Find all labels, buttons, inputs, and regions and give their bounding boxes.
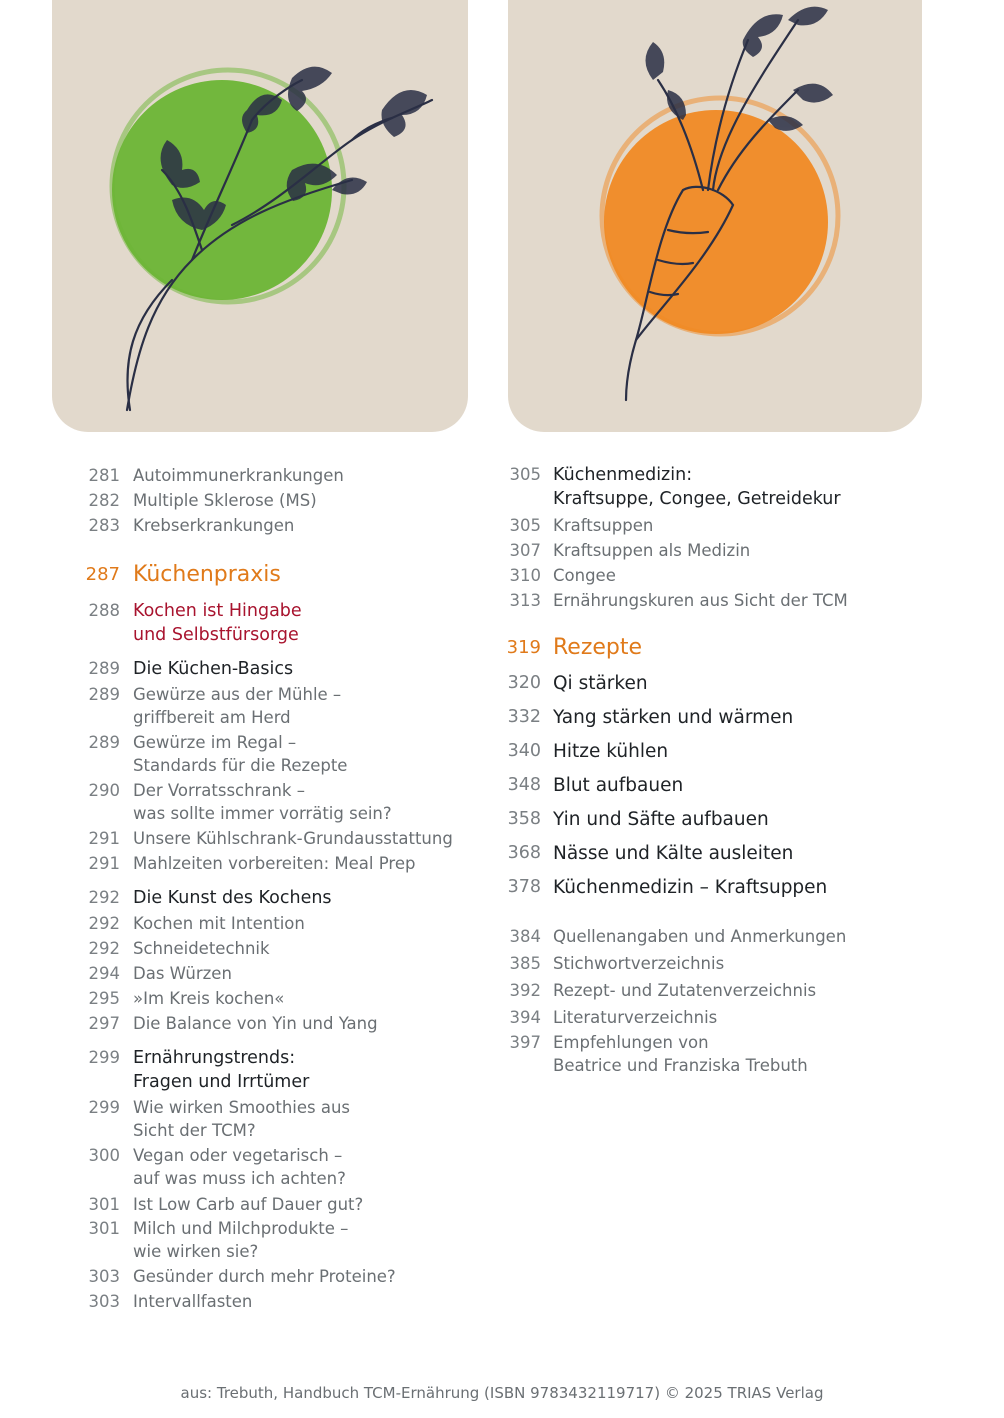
toc-page-number: 294 [88, 963, 120, 983]
toc-entry-title: Küchenpraxis [133, 562, 281, 587]
toc-entry-title: Yang stärken und wärmen [553, 706, 794, 728]
toc-page-number: 320 [507, 672, 541, 693]
toc-page-number: 348 [507, 774, 541, 795]
toc-entry-title: Ist Low Carb auf Dauer gut? [133, 1194, 364, 1214]
toc-entry-title: Ernährungskuren aus Sicht der TCM [553, 590, 848, 610]
toc-entry-title: Nässe und Kälte ausleiten [553, 842, 794, 864]
toc-entry-title: Rezept- und Zutatenverzeichnis [553, 980, 817, 1000]
carrot-illustration [508, 0, 922, 432]
toc-page-number: 394 [509, 1007, 541, 1027]
toc-page-number: 289 [88, 732, 120, 752]
toc-page-number: 303 [88, 1266, 120, 1286]
toc-entry-title: Autoimmunerkrankungen [133, 465, 344, 485]
toc-entry-title: Küchenmedizin – Kraftsuppen [553, 876, 828, 898]
toc-entry-title: und Selbstfürsorge [133, 625, 299, 645]
toc-page-number: 288 [88, 601, 120, 620]
toc-entry-title: Beatrice und Franziska Trebuth [553, 1055, 808, 1075]
toc-page-number: 281 [88, 465, 120, 485]
toc-entry-title: Rezepte [553, 635, 643, 660]
toc-page-number: 305 [509, 465, 541, 484]
illustration-card-parsley [52, 0, 468, 432]
toc-entry-title: Quellenangaben und Anmerkungen [553, 926, 847, 946]
toc-entry-title: wie wirken sie? [133, 1241, 259, 1261]
toc-entry-title: Kochen ist Hingabe [133, 601, 302, 621]
toc-page-number: 301 [88, 1218, 120, 1238]
toc-entry-title: Stichwortverzeichnis [553, 953, 725, 973]
toc-page-number: 282 [88, 490, 120, 510]
toc-page-number: 307 [509, 540, 541, 560]
toc-entry-title: Schneidetechnik [133, 938, 270, 958]
toc-page-number: 283 [88, 515, 120, 535]
toc-entry-title: Kraftsuppen [553, 515, 654, 535]
toc-entry-title: Gesünder durch mehr Proteine? [133, 1266, 396, 1286]
toc-page-number: 287 [85, 564, 120, 585]
toc-entry-title: Sicht der TCM? [133, 1120, 256, 1140]
toc-page-number: 397 [509, 1032, 541, 1052]
toc-page-number: 295 [88, 988, 120, 1008]
toc-page-number: 299 [88, 1097, 120, 1117]
toc-page-number: 332 [507, 706, 541, 727]
toc-entry-title: Congee [553, 565, 616, 585]
toc-entry-title: auf was muss ich achten? [133, 1168, 346, 1188]
toc-entry-title: Wie wirken Smoothies aus [133, 1097, 351, 1117]
toc-entry-title: Die Küchen-Basics [133, 659, 294, 679]
toc-page-number: 384 [509, 926, 541, 946]
toc-entry-title: Küchenmedizin: [553, 465, 693, 485]
toc-page-number: 299 [88, 1048, 120, 1067]
toc-entry-title: Ernährungstrends: [133, 1048, 296, 1068]
toc-page-number: 340 [507, 740, 541, 761]
toc-page-number: 297 [88, 1013, 120, 1033]
toc-entry-title: Vegan oder vegetarisch – [133, 1145, 343, 1165]
toc-entry-title: Empfehlungen von [553, 1032, 709, 1052]
toc-entry-title: Die Balance von Yin und Yang [133, 1013, 378, 1033]
illustration-card-carrot [508, 0, 922, 432]
toc-entry-title: Kraftsuppe, Congee, Getreidekur [553, 489, 841, 509]
toc-entry-title: Gewürze im Regal – [133, 732, 297, 752]
toc-entry-title: Qi stärken [553, 672, 648, 694]
toc-page-number: 290 [88, 780, 120, 800]
toc-entry-title: Krebserkrankungen [133, 515, 295, 535]
toc-entry-title: Kochen mit Intention [133, 913, 305, 933]
toc-page-number: 385 [509, 953, 541, 973]
toc-page-number: 378 [507, 876, 541, 897]
toc-entry-title: griffbereit am Herd [133, 707, 291, 727]
toc-page-number: 392 [509, 980, 541, 1000]
toc-page-number: 292 [88, 913, 120, 933]
toc-page-number: 313 [509, 590, 541, 610]
toc-entry-title: Die Kunst des Kochens [133, 888, 332, 908]
toc-entry-title: Blut aufbauen [553, 774, 684, 796]
toc-entry-title: Gewürze aus der Mühle – [133, 684, 342, 704]
toc-page-number: 291 [88, 853, 120, 873]
toc-entry-title: Hitze kühlen [553, 740, 669, 762]
toc-page-number: 300 [88, 1145, 120, 1165]
toc-entry-title: Unsere Kühlschrank-Grundausstattung [133, 828, 453, 848]
toc-entry-title: was sollte immer vorrätig sein? [133, 803, 392, 823]
toc-entry-title: Milch und Milchprodukte – [133, 1218, 349, 1238]
toc-entry-title: Kraftsuppen als Medizin [553, 540, 751, 560]
parsley-illustration [52, 0, 468, 432]
toc-page-number: 358 [507, 808, 541, 829]
toc-page-number: 292 [88, 888, 120, 907]
toc-page-number: 291 [88, 828, 120, 848]
toc-entry-title: Fragen und Irrtümer [133, 1072, 310, 1092]
toc-entry-title: Standards für die Rezepte [133, 755, 348, 775]
footer-citation: aus: Trebuth, Handbuch TCM-Ernährung (ISBN 9783432119717) © 2025 TRIAS Verlag [180, 1384, 824, 1402]
toc-page-number: 289 [88, 684, 120, 704]
toc-page-number: 310 [509, 565, 541, 585]
toc-page-number: 289 [88, 659, 120, 678]
toc-entry-title: Mahlzeiten vorbereiten: Meal Prep [133, 853, 416, 873]
toc-page-number: 303 [88, 1291, 120, 1311]
toc-entry-title: Intervallfasten [133, 1291, 253, 1311]
toc-page-number: 319 [506, 637, 541, 658]
toc-page-number: 368 [507, 842, 541, 863]
toc-entry-title: Multiple Sklerose (MS) [133, 490, 317, 510]
toc-entry-title: »Im Kreis kochen« [133, 988, 285, 1008]
toc-page-number: 301 [88, 1194, 120, 1214]
toc-entry-title: Literaturverzeichnis [553, 1007, 718, 1027]
toc-entry-title: Der Vorratsschrank – [133, 780, 305, 800]
toc-entry-title: Yin und Säfte aufbauen [553, 808, 769, 830]
toc-page-number: 292 [88, 938, 120, 958]
toc-page-number: 305 [509, 515, 541, 535]
toc-entry-title: Das Würzen [133, 963, 232, 983]
